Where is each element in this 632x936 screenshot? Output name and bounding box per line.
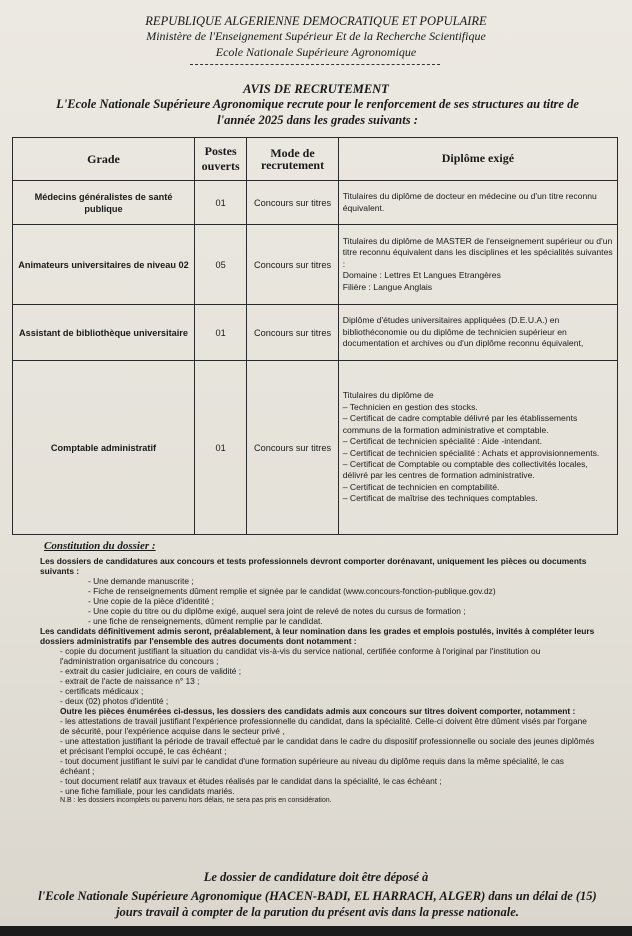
ecole-line: Ecole Nationale Supérieure Agronomique [215, 45, 417, 59]
header-mode: Mode de recrutement [247, 138, 338, 181]
diplome-line: Titulaires du diplôme de docteur en médecine ou d'un titre reconnu équivalent. [342, 191, 597, 213]
admis-paragraph: Les candidats définitivement admis seront, préalablement, à leur nomination dans les grades et emplois postulés, invités à compléter leurs dossiers administratifs par l'ensemble des autres documents dont notamment : [40, 626, 595, 646]
list-item: - extrait du casier judiciaire, en cours de validité ; [60, 666, 242, 676]
diplome-line: – Certificat de Comptable ou comptable des collectivités locales, délivré par les centres de formation administrative. [342, 458, 588, 481]
constitution-section [40, 556, 595, 806]
header-postes: Postes ouverts [195, 138, 247, 181]
mode-cell: Concours sur titres [247, 225, 338, 305]
grade-cell: Animateurs universitaires de niveau 02 [13, 225, 195, 305]
depot-text: l'Ecole Nationale Supérieure Agronomique (HACEN-BADI, EL HARRACH, ALGER) dans un délai de (15) jours travail à compter de la parution du présent avis dans la presse nationale. [38, 889, 597, 919]
table-header-row [13, 138, 618, 181]
list-item: - Une copie de la pièce d'identité ; [88, 596, 214, 606]
grade-cell: Assistant de bibliothèque universitaire [13, 305, 195, 361]
list-item: - certificats médicaux ; [60, 686, 144, 696]
list-item: - deux (02) photos d'identité ; [60, 696, 169, 706]
diplome-line: – Certificat de technicien spécialité : Aide -intendant. [342, 436, 542, 447]
list-item: - tout document justifiant le suivi par le candidat d'une formation supérieure au niveau du diplôme requis dans la même spécialité, le cas échéant ; [60, 756, 564, 776]
diplome-line: Titulaires du diplôme de [342, 390, 434, 401]
avis-title: AVIS DE RECRUTEMENT [243, 82, 389, 96]
postes-cell: 01 [195, 361, 247, 535]
diplome-cell [338, 361, 617, 535]
bottom-bar [0, 926, 632, 936]
header-divider [190, 64, 440, 65]
depot-title: Le dossier de candidature doit être déposé à [203, 870, 429, 884]
constitution-intro: Les dossiers de candidatures aux concours et tests professionnels devront comporter dorénavant, uniquement les pièces ou documents suivants : [40, 556, 587, 576]
table-row [13, 305, 618, 361]
table-row [13, 225, 618, 305]
grade-cell: Comptable administratif [13, 361, 195, 535]
diplome-cell [338, 225, 617, 305]
titres-paragraph: Outre les pièces énumérées ci-dessus, les dossiers des candidats admis aux concours sur titres doivent comporter, notamment : [60, 706, 576, 716]
nb-note: N.B : les dossiers incomplets ou parvenu hors délais, ne sera pas pris en considération. [60, 797, 332, 804]
list-item: - Une demande manuscrite ; [88, 576, 194, 586]
constitution-title: Constitution du dossier : [44, 540, 156, 552]
list-item: - copie du document justifiant la situation du candidat vis-à-vis du service national, certifiée conforme à l'original par l'institution ou l'administration organisatrice du concours ; [60, 646, 541, 666]
diplome-line: Filière : Langue Anglais [342, 281, 433, 292]
list-item: - Une copie du titre ou du diplôme exigé, auquel sera joint de relevé de notes du cursus de formation ; [88, 606, 466, 616]
postes-cell: 05 [195, 225, 247, 305]
list-item: - tout document relatif aux travaux et études réalisés par le candidat dans la spécialité, le cas échéant ; [60, 776, 442, 786]
ministere-line: Ministère de l'Enseignement Supérieur Et de la Recherche Scientifique [146, 29, 486, 43]
list-item: - une fiche de renseignements, dûment remplie par le candidat. [88, 616, 323, 626]
diplome-line: – Technicien en gestion des stocks. [342, 401, 478, 412]
header-diplome: Diplôme exigé [338, 138, 617, 181]
list-item: - les attestations de travail justifiant l'expérience professionnelle du candidat, dans la spécialité. Celle-ci doivent être dûment visés par l'organe de sécurité, pour l'expérience acquise dans le secteur privé , [60, 716, 587, 736]
list-item: - extrait de l'acte de naissance n° 13 ; [60, 676, 200, 686]
table-row [13, 181, 618, 225]
list-item: - Fiche de renseignements dûment remplie et signée par le candidat (www.concours-fonction-publique.gov.dz) [88, 586, 496, 596]
diplome-line: – Certificat de technicien spécialité : Achats et approvisionnements. [342, 447, 600, 458]
grade-cell: Médecins généralistes de santé publique [13, 181, 195, 225]
list-item: - une fiche familiale, pour les candidats mariés. [60, 786, 235, 796]
diplome-line: Titulaires du diplôme de MASTER de l'enseignement supérieur ou d'un titre reconnu équivalent dans les disciplines et les spécialités suivantes : [342, 235, 613, 269]
table-row [13, 361, 618, 535]
avis-intro: L'Ecole Nationale Supérieure Agronomique recrute pour le renforcement de ses structures au titre de l'année 2025 dans les grades suivants : [56, 97, 579, 127]
recruitment-table [12, 137, 618, 535]
header-grade: Grade [13, 138, 195, 181]
mode-cell: Concours sur titres [247, 305, 338, 361]
diplome-line: Domaine : Lettres Et Langues Etrangères [342, 270, 501, 281]
postes-cell: 01 [195, 305, 247, 361]
diplome-line: – Certificat de cadre comptable délivré par les établissements communs de la formation administrative et comptable. [342, 413, 578, 435]
mode-cell: Concours sur titres [247, 181, 338, 225]
diplome-cell: Diplôme d'études universitaires appliquées (D.E.U.A.) en bibliothéconomie ou du diplôme de technicien supérieur en documentation et archives ou d'un diplôme reconnu équivalent, [338, 305, 617, 361]
diplome-line: – Certificat de technicien en comptabilité. [342, 481, 500, 492]
republique-line: REPUBLIQUE ALGERIENNE DEMOCRATIQUE ET POPULAIRE [145, 14, 487, 28]
diplome-line: – Certificat de maîtrise des techniques comptables. [342, 493, 538, 504]
postes-cell: 01 [195, 181, 247, 225]
diplome-cell [338, 181, 617, 225]
list-item: - une attestation justifiant la période de travail effectué par le candidat dans le cadre du dispositif professionnelle ou sociale des jeunes diplômés et précisant l'emploi occupé, le cas échéant ; [60, 736, 595, 756]
mode-cell: Concours sur titres [247, 361, 338, 535]
